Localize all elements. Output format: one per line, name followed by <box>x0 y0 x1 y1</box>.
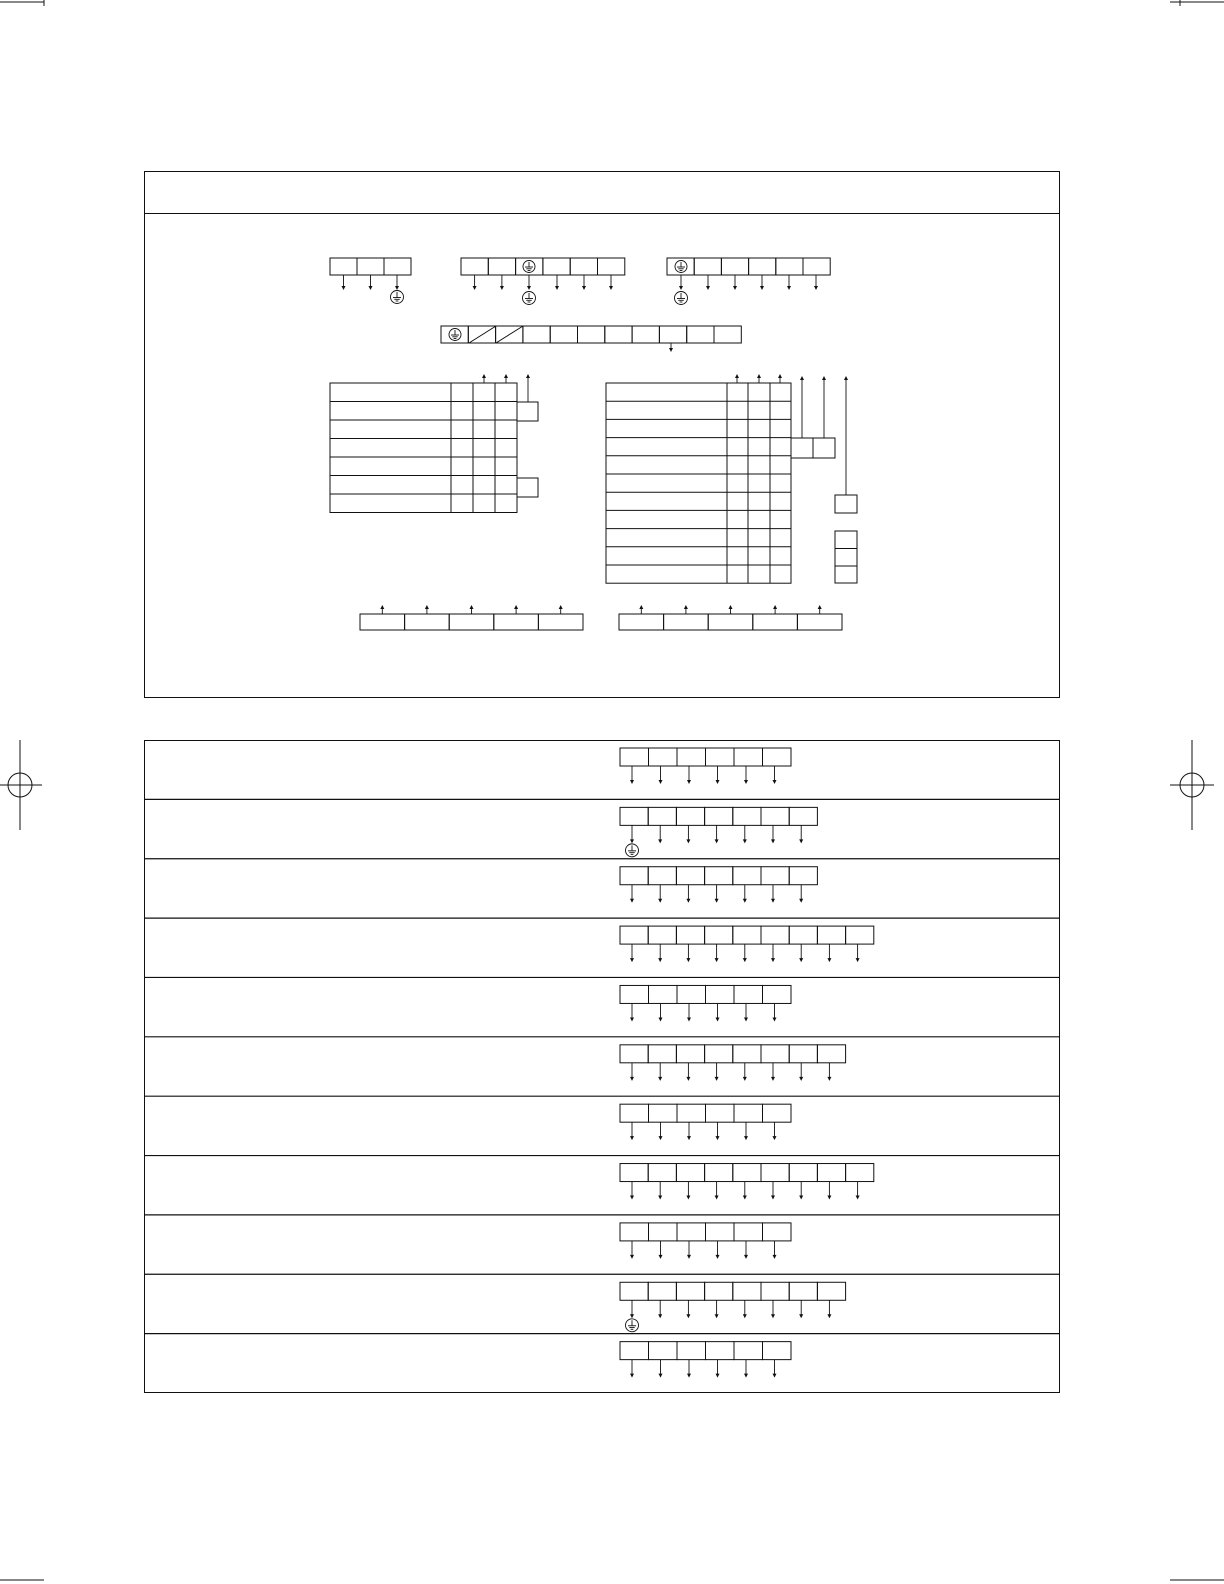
arrow-down-icon <box>715 1182 719 1200</box>
connector-pin <box>648 807 676 825</box>
connector-pin <box>620 1342 649 1360</box>
connector-pin <box>649 1223 678 1241</box>
arrow-down-icon <box>771 1182 775 1200</box>
connector-pin <box>330 258 357 275</box>
arrow-down-icon <box>659 1122 663 1140</box>
connector-pin <box>578 326 605 343</box>
connector-block-a <box>330 258 411 275</box>
connector-pin <box>664 614 709 630</box>
connector-pin <box>620 985 649 1003</box>
connector-pin <box>676 926 704 944</box>
arrow-down-icon <box>827 1182 831 1200</box>
arrow-down-icon <box>659 766 663 784</box>
arrow-down-icon <box>771 1300 775 1318</box>
arrow-down-icon <box>787 275 791 290</box>
connector-pin <box>620 1104 649 1122</box>
arrow-down-icon <box>659 1003 663 1021</box>
arrow-down-icon <box>744 1241 748 1259</box>
connector-pin <box>761 867 789 885</box>
arrow-up-icon <box>818 605 822 614</box>
connector-pin <box>846 1164 874 1182</box>
arrow-down-icon <box>771 825 775 843</box>
connector-pin <box>620 748 649 766</box>
arrow-down-icon <box>771 1063 775 1081</box>
connector-pin <box>706 1223 735 1241</box>
left-terminal-table <box>330 383 517 513</box>
connector-pin <box>550 326 577 343</box>
arrow-down-icon <box>827 944 831 962</box>
arrow-down-icon <box>369 275 373 290</box>
connector-pin <box>694 258 721 275</box>
arrow-down-icon <box>687 1360 691 1378</box>
connector-pin <box>734 1342 763 1360</box>
arrow-down-icon <box>716 1122 720 1140</box>
arrow-down-icon <box>527 275 531 290</box>
ground-symbol-icon <box>675 292 688 305</box>
connector-pin <box>620 1164 648 1182</box>
arrow-down-icon <box>686 1063 690 1081</box>
arrow-down-icon <box>686 944 690 962</box>
arrow-down-icon <box>395 275 399 290</box>
connector-pin <box>817 926 845 944</box>
connector-pin <box>734 985 763 1003</box>
arrow-down-icon <box>687 1241 691 1259</box>
arrow-up-icon <box>773 605 777 614</box>
arrow-up-icon <box>735 374 739 383</box>
connector-pin <box>620 1045 648 1063</box>
arrow-down-icon <box>743 825 747 843</box>
connector-pin <box>733 867 761 885</box>
connector-pin <box>789 807 817 825</box>
connector-pin <box>761 807 789 825</box>
right-terminal-table <box>606 383 791 583</box>
connector-pin <box>705 807 733 825</box>
arrow-up-icon <box>559 605 563 614</box>
arrow-down-icon <box>686 1300 690 1318</box>
registration-mark-icon <box>0 740 42 830</box>
ground-symbol-icon <box>626 844 639 857</box>
arrow-down-icon <box>687 1122 691 1140</box>
arrow-down-icon <box>773 1003 777 1021</box>
connector-pin <box>523 326 550 343</box>
connector-pin <box>734 748 763 766</box>
arrow-down-icon <box>555 275 559 290</box>
arrow-down-icon <box>630 1122 634 1140</box>
arrow-down-icon <box>630 1063 634 1081</box>
arrow-down-icon <box>827 1063 831 1081</box>
arrow-down-icon <box>744 1360 748 1378</box>
harness-connector <box>620 1045 846 1063</box>
connector-pin <box>706 748 735 766</box>
ground-symbol-icon <box>523 292 536 305</box>
arrow-down-icon <box>658 1300 662 1318</box>
arrow-down-icon <box>773 766 777 784</box>
connector-pin <box>570 258 597 275</box>
connector-pin <box>803 258 830 275</box>
arrow-down-icon <box>716 1003 720 1021</box>
connector-pin <box>620 1223 649 1241</box>
connector-pin <box>763 1342 792 1360</box>
arrow-up-icon <box>684 605 688 614</box>
arrow-down-icon <box>856 944 860 962</box>
arrow-down-icon <box>743 1300 747 1318</box>
arrow-down-icon <box>716 1360 720 1378</box>
connector-pin <box>705 926 733 944</box>
arrow-down-icon <box>686 885 690 903</box>
connector-pin <box>405 614 450 630</box>
arrow-up-icon <box>504 374 508 383</box>
arrow-up-icon <box>482 374 486 383</box>
arrow-up-icon <box>470 605 474 614</box>
arrow-down-icon <box>715 885 719 903</box>
connector-pin <box>705 1282 733 1300</box>
connector-pin <box>357 258 384 275</box>
connector-pin <box>649 985 678 1003</box>
arrow-up-icon <box>639 605 643 614</box>
harness-connector <box>620 1282 846 1300</box>
arrow-down-icon <box>773 1360 777 1378</box>
connector-pin <box>488 258 515 275</box>
arrow-up-icon <box>844 376 848 495</box>
connector-pin <box>677 748 706 766</box>
arrow-down-icon <box>686 1182 690 1200</box>
ground-symbol-icon <box>675 261 687 273</box>
connector-pin <box>721 258 748 275</box>
registration-mark-icon <box>1170 740 1214 830</box>
connector-pin <box>708 614 753 630</box>
arrow-down-icon <box>630 1182 634 1200</box>
connector-pin <box>846 926 874 944</box>
table-extension-box <box>835 495 857 513</box>
arrow-down-icon <box>743 1182 747 1200</box>
connector-pin <box>676 1164 704 1182</box>
arrow-down-icon <box>827 1300 831 1318</box>
connector-pin <box>360 614 405 630</box>
arrow-down-icon <box>760 275 764 290</box>
arrow-down-icon <box>799 825 803 843</box>
arrow-up-icon <box>778 374 782 383</box>
connector-pin <box>494 614 539 630</box>
harness-connector <box>620 1223 791 1241</box>
arrow-down-icon <box>856 1182 860 1200</box>
arrow-down-icon <box>799 1063 803 1081</box>
connector-pin <box>449 614 494 630</box>
table-extension-stack <box>835 531 857 583</box>
connector-pin <box>677 1223 706 1241</box>
arrow-down-icon <box>687 1003 691 1021</box>
connector-pin <box>620 807 648 825</box>
bottom-terminal-strip <box>360 614 583 630</box>
ground-symbol-icon <box>391 291 404 304</box>
arrow-down-icon <box>679 275 683 290</box>
connector-pin <box>733 1164 761 1182</box>
table-side-tab <box>517 478 538 497</box>
connector-pin <box>749 258 776 275</box>
arrow-down-icon <box>744 1003 748 1021</box>
connector-pin <box>734 1223 763 1241</box>
arrow-up-icon <box>380 605 384 614</box>
connector-pin <box>763 748 792 766</box>
connector-pin <box>620 867 648 885</box>
connector-pin <box>648 1164 676 1182</box>
connector-pin <box>705 867 733 885</box>
slashed-pin-mark <box>469 326 496 343</box>
connector-pin <box>677 1342 706 1360</box>
connector-pin <box>648 1282 676 1300</box>
connector-block-d <box>441 326 741 343</box>
arrow-down-icon <box>658 1182 662 1200</box>
arrow-down-icon <box>658 944 662 962</box>
connector-pin <box>620 1282 648 1300</box>
connector-pin <box>789 867 817 885</box>
connector-pin <box>619 614 664 630</box>
connector-pin <box>676 1045 704 1063</box>
harness-connector <box>620 926 874 944</box>
connector-pin <box>648 1045 676 1063</box>
arrow-down-icon <box>743 944 747 962</box>
arrow-down-icon <box>771 885 775 903</box>
arrow-down-icon <box>658 825 662 843</box>
connector-pin <box>733 807 761 825</box>
connector-pin <box>632 326 659 343</box>
harness-connector <box>620 1104 791 1122</box>
arrow-down-icon <box>799 885 803 903</box>
connector-pin <box>605 326 632 343</box>
harness-connector <box>620 1164 874 1182</box>
arrow-up-icon <box>729 605 733 614</box>
connector-pin <box>761 926 789 944</box>
connector-pin <box>384 258 411 275</box>
connector-pin <box>789 1282 817 1300</box>
connector-block-b <box>461 258 625 275</box>
connector-pin <box>676 1282 704 1300</box>
arrow-down-icon <box>706 275 710 290</box>
arrow-down-icon <box>744 1122 748 1140</box>
connector-pin <box>797 614 842 630</box>
connector-pin <box>598 258 625 275</box>
connector-pin <box>753 614 798 630</box>
arrow-down-icon <box>715 825 719 843</box>
arrow-down-icon <box>342 275 346 290</box>
arrow-down-icon <box>716 766 720 784</box>
connector-pin <box>706 985 735 1003</box>
table-side-tab <box>517 402 538 421</box>
connector-pin <box>687 326 714 343</box>
arrow-up-icon <box>822 376 826 438</box>
ground-symbol-icon <box>626 1319 639 1332</box>
arrow-up-icon <box>514 605 518 614</box>
arrow-down-icon <box>630 1003 634 1021</box>
arrow-down-icon <box>716 1241 720 1259</box>
arrow-down-icon <box>771 944 775 962</box>
connector-pin <box>733 926 761 944</box>
arrow-down-icon <box>659 1241 663 1259</box>
connector-pin <box>733 1282 761 1300</box>
arrow-up-icon <box>757 374 761 383</box>
arrow-down-icon <box>715 1300 719 1318</box>
arrow-down-icon <box>630 1300 634 1318</box>
connector-pin <box>659 326 686 343</box>
arrow-down-icon <box>799 1182 803 1200</box>
arrow-down-icon <box>500 275 504 290</box>
slashed-pin-mark <box>496 326 523 343</box>
arrow-down-icon <box>715 1063 719 1081</box>
connector-pin <box>817 1045 845 1063</box>
connector-pin <box>714 326 741 343</box>
connector-pin <box>649 748 678 766</box>
arrow-down-icon <box>773 1241 777 1259</box>
arrow-down-icon <box>659 1360 663 1378</box>
arrow-down-icon <box>630 1360 634 1378</box>
connector-pin <box>649 1342 678 1360</box>
ground-symbol-icon <box>449 329 461 341</box>
arrow-down-icon <box>733 275 737 290</box>
connector-pin <box>761 1282 789 1300</box>
arrow-down-icon <box>630 885 634 903</box>
connector-pin <box>677 1104 706 1122</box>
arrow-down-icon <box>630 944 634 962</box>
harness-connector <box>620 985 791 1003</box>
arrow-down-icon <box>630 825 634 843</box>
connector-pin <box>620 926 648 944</box>
connector-pin <box>763 1223 792 1241</box>
ground-symbol-icon <box>523 261 535 273</box>
connector-pin <box>789 1164 817 1182</box>
arrow-down-icon <box>630 1241 634 1259</box>
arrow-down-icon <box>582 275 586 290</box>
bottom-terminal-strip <box>619 614 842 630</box>
connector-pin <box>817 1164 845 1182</box>
connector-pin <box>705 1164 733 1182</box>
arrow-up-icon <box>425 605 429 614</box>
arrow-down-icon <box>743 885 747 903</box>
arrow-down-icon <box>686 825 690 843</box>
connector-pin <box>543 258 570 275</box>
arrow-down-icon <box>799 944 803 962</box>
arrow-up-icon <box>526 374 530 402</box>
table-extension-box <box>813 438 835 458</box>
arrow-down-icon <box>799 1300 803 1318</box>
arrow-down-icon <box>744 766 748 784</box>
connector-pin <box>763 1104 792 1122</box>
arrow-down-icon <box>609 275 613 290</box>
connector-pin <box>649 1104 678 1122</box>
connector-pin <box>648 867 676 885</box>
connector-pin <box>648 926 676 944</box>
connector-pin <box>538 614 583 630</box>
harness-connector <box>620 748 791 766</box>
connector-pin <box>677 985 706 1003</box>
connector-pin <box>733 1045 761 1063</box>
arrow-down-icon <box>658 885 662 903</box>
connector-pin <box>676 807 704 825</box>
table-extension-box <box>791 438 813 458</box>
connector-pin <box>676 867 704 885</box>
connector-pin <box>461 258 488 275</box>
connector-pin <box>789 1045 817 1063</box>
arrow-down-icon <box>773 1122 777 1140</box>
arrow-down-icon <box>687 766 691 784</box>
connector-pin <box>817 1282 845 1300</box>
arrow-down-icon <box>658 1063 662 1081</box>
arrow-down-icon <box>669 343 673 352</box>
arrow-down-icon <box>715 944 719 962</box>
arrow-down-icon <box>743 1063 747 1081</box>
connector-block-c <box>667 258 830 275</box>
harness-connector <box>620 1342 791 1360</box>
connector-pin <box>789 926 817 944</box>
connector-pin <box>763 985 792 1003</box>
harness-connector <box>620 867 817 885</box>
connector-pin <box>761 1045 789 1063</box>
connector-pin <box>705 1045 733 1063</box>
connector-pin <box>734 1104 763 1122</box>
arrow-up-icon <box>800 376 804 438</box>
connector-pin <box>776 258 803 275</box>
connector-pin <box>761 1164 789 1182</box>
arrow-down-icon <box>814 275 818 290</box>
connector-pin <box>706 1104 735 1122</box>
arrow-down-icon <box>630 766 634 784</box>
harness-connector <box>620 807 817 825</box>
arrow-down-icon <box>473 275 477 290</box>
connector-pin <box>706 1342 735 1360</box>
